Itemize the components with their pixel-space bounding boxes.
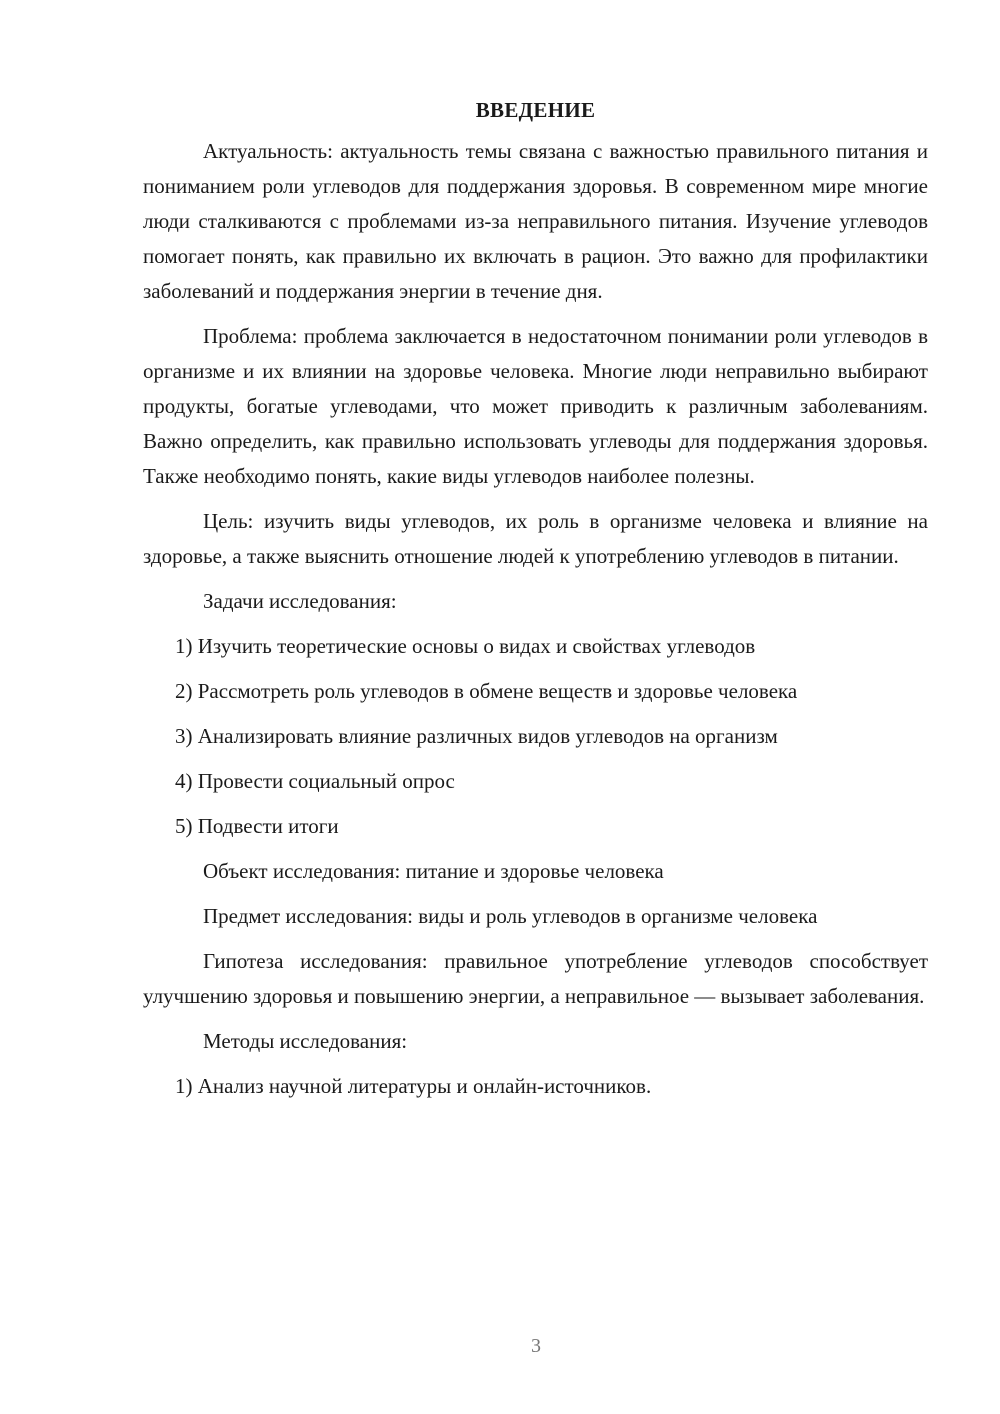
task-item: 3) Анализировать влияние различных видов углеводов на организм — [175, 724, 778, 748]
task-item: 2) Рассмотреть роль углеводов в обмене веществ и здоровье человека — [175, 679, 798, 703]
document-heading: ВВЕДЕНИЕ — [475, 98, 596, 122]
document-page — [143, 94, 928, 1114]
research-hypothesis: Гипотеза исследования: правильное употребление углеводов способствует улучшению здоровья и повышению энергии, а неправильное — вызывает заболевания. — [143, 949, 928, 1008]
tasks-list — [143, 629, 928, 844]
research-subject: Предмет исследования: виды и роль углеводов в организме человека — [203, 904, 818, 928]
problem-paragraph: Проблема: проблема заключается в недостаточном понимании роли углеводов в организме и их влиянии на здоровье человека. Многие люди неправильно выбирают продукты, богатые углеводами, что может приводить к различным заболеваниям. Важно определить, как правильно использовать углеводы для поддержания здоровья. Также необходимо понять, какие виды углеводов наиболее полезны. — [143, 324, 928, 488]
method-item: 1) Анализ научной литературы и онлайн-источников. — [175, 1074, 652, 1098]
page-number: 3 — [531, 1335, 541, 1357]
task-item: 5) Подвести итоги — [175, 814, 339, 838]
tasks-title: Задачи исследования: — [203, 589, 397, 613]
research-object: Объект исследования: питание и здоровье человека — [203, 859, 664, 883]
methods-title: Методы исследования: — [203, 1029, 408, 1053]
methods-list — [143, 1069, 928, 1104]
relevance-paragraph: Актуальность: актуальность темы связана с важностью правильного питания и пониманием роли углеводов для поддержания здоровья. В современном мире многие люди сталкиваются с проблемами из-за неправильного питания. Изучение углеводов помогает понять, как правильно их включать в рацион. Это важно для профилактики заболеваний и поддержания энергии в течение дня. — [143, 139, 928, 303]
task-item: 4) Провести социальный опрос — [175, 769, 455, 793]
task-item: 1) Изучить теоретические основы о видах и свойствах углеводов — [175, 634, 756, 658]
goal-paragraph: Цель: изучить виды углеводов, их роль в организме человека и влияние на здоровье, а также выяснить отношение людей к употреблению углеводов в питании. — [143, 509, 928, 568]
